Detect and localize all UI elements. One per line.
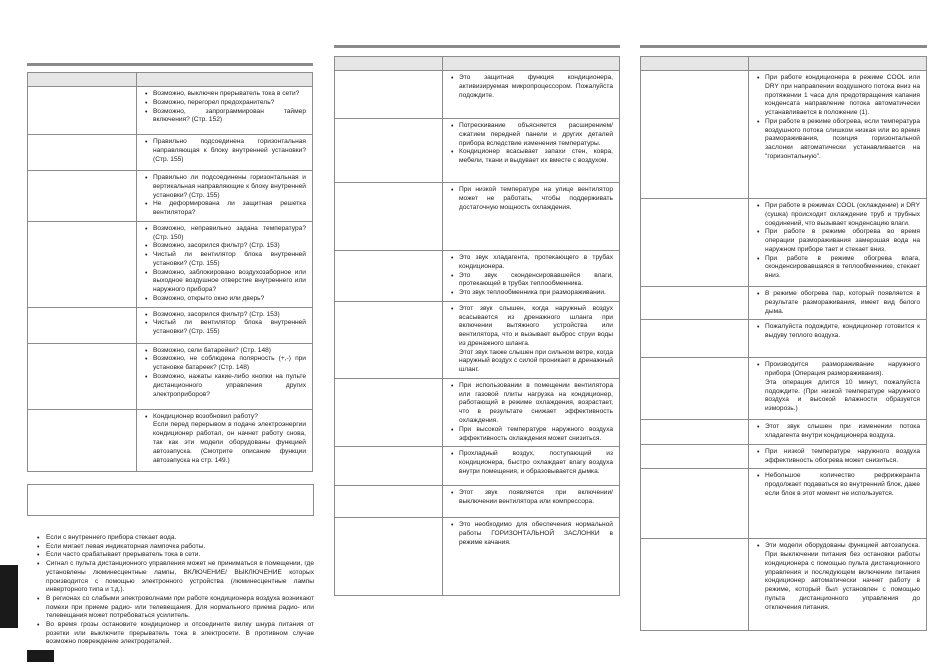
table-row — [28, 409, 313, 471]
problem-cell — [335, 251, 443, 302]
solution-item: • При работе в режиме обогрева, если температура воздушного потока слишком низкая или во время размораживания, позиция горизонтальной заслонки автоматически устанавливается на "горизонтальную". — [757, 118, 920, 162]
solution-item: • При низкой температуре на улице вентилятор может не работать, чтобы поддерживать достаточную мощность охлаждения. — [451, 186, 613, 212]
solution-item: • Возможно, не соблюдена полярность (+,-) при установке батареек? (Стр. 148) — [145, 355, 306, 373]
solution-item: • Эти модели оборудованы функцией автозапуска. При выключении питания без остановки работы кондиционера с помощью пульта дистанционного управления и последующем включении питания кондиционер автоматически начнет работу в режиме, который был установлен с помощью пульта дистанционного управления до отключения питания. — [757, 542, 920, 612]
problem-cell — [641, 420, 749, 445]
solution-item: • В режиме обогрева пар, который появляется в результате размораживания, имеет вид белого дыма. — [757, 290, 920, 316]
solution-item: • При низкой температуре наружного воздуха эффективность обогрева может снизиться. — [757, 448, 920, 466]
problem-cell — [335, 447, 443, 486]
solution-item: • Возможно, нажаты какие-либо кнопки на пульте дистанционного управления других электроприборов? — [145, 373, 306, 399]
solution-item: • Правильно подсоединена горизонтальная направляющая к блоку внутренней установки? (Стр. 155) — [145, 138, 306, 164]
col1-top-rule — [27, 63, 313, 66]
solution-item: • При работе в режиме обогрева влага, сконденсировавшаяся в теплообменнике, стекает вниз. — [757, 255, 920, 281]
solution-item: • Чистый ли вентилятор блока внутренней установки? (Стр. 155) — [145, 251, 306, 269]
note-item: • Если с внутреннего прибора стекает вода. — [36, 534, 314, 543]
table-row — [335, 486, 620, 518]
solution-item: • Возможно, выключен прерыватель тока в сети? — [145, 90, 306, 99]
note-item: • В регионах со слабыми электроволнами при работе кондиционера воздуха возникают помехи при приеме радио- или телевещания. Для нормального приема радио- или телевещания может потребоваться усилитель. — [36, 595, 314, 621]
solution-list — [443, 183, 619, 215]
table-row — [641, 320, 927, 358]
solution-list — [749, 71, 926, 165]
page-number-tab — [27, 650, 54, 662]
solution-cell — [443, 183, 620, 251]
col2-top-rule — [334, 45, 620, 48]
table-row — [335, 447, 620, 486]
problem-cell — [335, 71, 443, 119]
solution-cell — [443, 119, 620, 183]
problem-cell — [641, 287, 749, 320]
solution-item: • Этот звук слышен при изменении потока хладагента внутри кондиционера воздуха. — [757, 423, 920, 441]
solution-item: • Это необходимо для обеспечения нормальной работы ГОРИЗОНТАЛЬНОЙ ЗАСЛОНКИ в режиме качания. — [451, 521, 613, 547]
table-row — [641, 469, 927, 539]
solution-list — [443, 518, 619, 550]
problem-cell — [641, 469, 749, 539]
table-row — [335, 518, 620, 596]
solution-item — [757, 361, 920, 414]
problem-cell — [335, 301, 443, 378]
item-text: Кондиционер возобновил работу? — [153, 412, 258, 420]
solution-cell — [137, 221, 313, 307]
table-header-row — [641, 57, 927, 71]
solution-item: • Не деформирована ли защитная решетка вентилятора? — [145, 200, 306, 218]
solution-list — [137, 222, 312, 307]
problem-cell — [28, 87, 137, 135]
solution-list — [443, 447, 619, 479]
solution-cell — [749, 287, 927, 320]
header-cell — [749, 57, 927, 71]
header-cell — [137, 73, 313, 87]
solution-list — [137, 135, 312, 167]
problem-cell — [28, 409, 137, 471]
table-row — [335, 378, 620, 446]
solution-item: • При работе в режимах COOL (охлаждение) и DRY (сушка) происходит охлаждение труб и трубных соединений, что вызывает конденсацию влаги. — [757, 202, 920, 228]
item-subtext: Эта операция длится 10 минут, пожалуйста подождите. (При низкой температуре наружного воздуха и высокой влажности образуется изморозь.) — [765, 378, 920, 413]
solution-item: • Возможно, сели батарейки? (Стр. 148) — [145, 347, 306, 356]
solution-list — [137, 87, 312, 128]
table-row — [335, 301, 620, 378]
problem-cell — [641, 320, 749, 358]
item-subtext: Если перед перерывом в подаче электроэнергии кондиционер работал, он начнет работу снова, так как эти модели оборудованы функцией автозапуска. (Смотрите описание функции автозапуска на стр. 149.) — [153, 421, 306, 464]
problem-cell — [335, 518, 443, 596]
solution-list — [749, 445, 926, 469]
note-item: • Если часто срабатывает прерыватель тока в сети. — [36, 551, 314, 560]
col2-table — [334, 56, 620, 596]
solution-cell — [443, 518, 620, 596]
solution-cell — [443, 378, 620, 446]
header-cell — [641, 57, 749, 71]
solution-list — [443, 379, 619, 446]
solution-cell — [137, 171, 313, 222]
problem-cell — [335, 183, 443, 251]
solution-item: • Это звук теплообменника при размораживании. — [451, 289, 613, 298]
solution-list — [443, 119, 619, 169]
problem-cell — [28, 343, 137, 409]
col3-top-rule — [640, 45, 927, 48]
solution-item: • Чистый ли вентилятор блока внутренней установки? (Стр. 155) — [145, 319, 306, 337]
solution-cell — [443, 301, 620, 378]
solution-item: • Возможно, открыто окно или дверь? — [145, 295, 306, 304]
solution-cell — [443, 71, 620, 119]
solution-item — [145, 413, 306, 466]
table-row — [641, 287, 927, 320]
solution-item: • Правильно ли подсоединены горизонтальная и вертикальная направляющие к блоку внутренней установки? (Стр. 155) — [145, 174, 306, 200]
solution-cell — [443, 447, 620, 486]
table-header-row — [28, 73, 313, 87]
header-cell — [28, 73, 137, 87]
solution-item: • Прохладный воздух, поступающий из кондиционера, быстро охлаждает влагу воздуха внутри помещения, и образовывается дымка. — [451, 450, 613, 476]
solution-list — [137, 344, 312, 403]
problem-cell — [641, 539, 749, 631]
solution-cell — [443, 251, 620, 302]
table-row — [641, 420, 927, 445]
solution-cell — [749, 320, 927, 358]
problem-cell — [335, 486, 443, 518]
problem-cell — [28, 221, 137, 307]
problem-cell — [28, 307, 137, 343]
table-row — [641, 199, 927, 287]
solution-list — [443, 486, 619, 510]
solution-list — [749, 199, 926, 284]
table-row — [28, 343, 313, 409]
solution-item: • Этот звук появляется при включении/ выключении вентилятора или компрессора. — [451, 489, 613, 507]
solution-list — [749, 420, 926, 444]
solution-item: • Небольшое количество рефрижеранта продолжает подаваться во внутренний блок, даже если блок в этот момент не используется. — [757, 472, 920, 498]
solution-item: • При работе в режиме обогрева во время операции размораживания замерзшая вода на наружном приборе тает и стекает вниз. — [757, 228, 920, 254]
solution-item: • При работе кондиционера в режиме COOL или DRY при направлении воздушного потока вниз на протяжении 1 часа для предотвращения капания конденсата направление потока автоматически устанавливается в положение (1). — [757, 74, 920, 118]
item-subtext: Этот звук также слышен при сильном ветре, когда наружный воздух с силой проникает в дренажный шланг. — [459, 348, 614, 374]
troubleshooting-table-2 — [334, 56, 620, 596]
solution-cell — [749, 539, 927, 631]
troubleshooting-table-1 — [27, 72, 313, 472]
solution-item: • Возможно, засорился фильтр? (Стр. 153) — [145, 242, 306, 251]
solution-cell — [137, 307, 313, 343]
problem-cell — [335, 119, 443, 183]
problem-cell — [28, 135, 137, 171]
solution-item: • Возможно, засорился фильтр? (Стр. 153) — [145, 311, 306, 320]
troubleshooting-table-3 — [640, 56, 927, 631]
problem-cell — [641, 71, 749, 199]
problem-cell — [641, 199, 749, 287]
solution-cell — [749, 199, 927, 287]
solution-list — [749, 539, 926, 615]
table-row — [335, 119, 620, 183]
col3-table — [640, 56, 927, 631]
table-row — [335, 71, 620, 119]
solution-cell — [443, 486, 620, 518]
solution-list — [443, 71, 619, 103]
note-item: • Сигнал с пульта дистанционного управления может не приниматься в помещении, где установлены люминесцентные лампы, ВКЛЮЧЕНИЕ/ ВЫКЛЮЧЕНИЕ которых производится с помощью электронного устройства (люминесцентные лампы инверторного типа и т.д.). — [36, 560, 314, 595]
table-row — [641, 444, 927, 469]
col1-empty-box — [27, 484, 314, 516]
table-row — [335, 183, 620, 251]
table-row — [28, 221, 313, 307]
solution-item: • Возможно, перегорел предохранитель? — [145, 99, 306, 108]
solution-cell — [749, 358, 927, 420]
note-item: • Если мигает левая индикаторная лампочка работы. — [36, 543, 314, 552]
solution-cell — [137, 135, 313, 171]
table-row — [641, 71, 927, 199]
solution-item: • Потрескивание объясняется расширением/ сжатием передней панели и других деталей прибора вследствие изменения температуры. — [451, 122, 613, 148]
problem-cell — [641, 444, 749, 469]
solution-item: • Кондиционер всасывает запахи стен, ковра, мебели, ткани и выдувает их вместе с воздухом. — [451, 148, 613, 166]
solution-list — [749, 320, 926, 344]
solution-item: • Это защитная функция кондиционера, активизируемая микропроцессором. Пожалуйста подождите. — [451, 74, 613, 100]
solution-item: • Возможно, запрограммирован таймер включения? (Стр. 152) — [145, 108, 306, 126]
solution-cell — [749, 71, 927, 199]
item-text: Производится размораживание наружного прибора (Операция размораживания). — [765, 361, 920, 378]
header-cell — [443, 57, 620, 71]
table-row — [28, 87, 313, 135]
solution-item: • При использовании в помещении вентилятора или газовой плиты нагрузка на кондиционер, работающий в режиме охлаждения, возрастает, что в результате снижает эффективность охлаждения. — [451, 382, 613, 426]
solution-item: • Это звук сконденсировавшейся влаги, протекающей в трубах теплообменника. — [451, 272, 613, 290]
problem-cell — [641, 358, 749, 420]
solution-list — [443, 302, 619, 378]
header-cell — [335, 57, 443, 71]
item-text: Этот звук слышен, когда наружный воздух всасывается из дренажного шланга при включении вытяжного устройства или вентилятора, что и вызывает выброс струи воды из дренажного шланга. — [459, 304, 613, 347]
side-tab — [0, 565, 18, 628]
table-row — [28, 135, 313, 171]
solution-list — [749, 358, 926, 417]
solution-cell — [749, 444, 927, 469]
solution-item: • При высокой температуре наружного воздуха эффективность охлаждения может снизиться. — [451, 426, 613, 444]
problem-cell — [335, 378, 443, 446]
solution-cell — [749, 420, 927, 445]
solution-list — [137, 308, 312, 340]
table-row — [28, 171, 313, 222]
solution-item: • Возможно, неправильно задана температура? (Стр. 150) — [145, 225, 306, 243]
problem-cell — [28, 171, 137, 222]
solution-cell — [749, 469, 927, 539]
table-header-row — [335, 57, 620, 71]
table-row — [641, 358, 927, 420]
solution-item: • Возможно, заблокировано воздухозаборное или выходное воздушное отверстие внутреннего или наружного прибора? — [145, 269, 306, 295]
col1-table — [27, 72, 313, 472]
solution-list — [749, 469, 926, 501]
table-row — [641, 539, 927, 631]
solution-list — [137, 410, 312, 469]
solution-cell — [137, 87, 313, 135]
table-row — [28, 307, 313, 343]
solution-cell — [137, 409, 313, 471]
solution-item: • Пожалуйста подождите, кондиционер готовится к выдуву теплого воздуха. — [757, 323, 920, 341]
table-row — [335, 251, 620, 302]
solution-list — [749, 287, 926, 319]
solution-item: • Это звук хладагента, протекающего в трубах кондиционера. — [451, 254, 613, 272]
solution-item — [451, 305, 613, 375]
col1-notes-list — [36, 534, 314, 647]
solution-list — [443, 251, 619, 301]
solution-cell — [137, 343, 313, 409]
note-item: • Во время грозы остановите кондиционер и отсоедините вилку шнура питания от розетки или выключите прерыватель тока в электросети. В противном случае возможно повреждение электродеталей. — [36, 621, 314, 647]
solution-list — [137, 171, 312, 221]
